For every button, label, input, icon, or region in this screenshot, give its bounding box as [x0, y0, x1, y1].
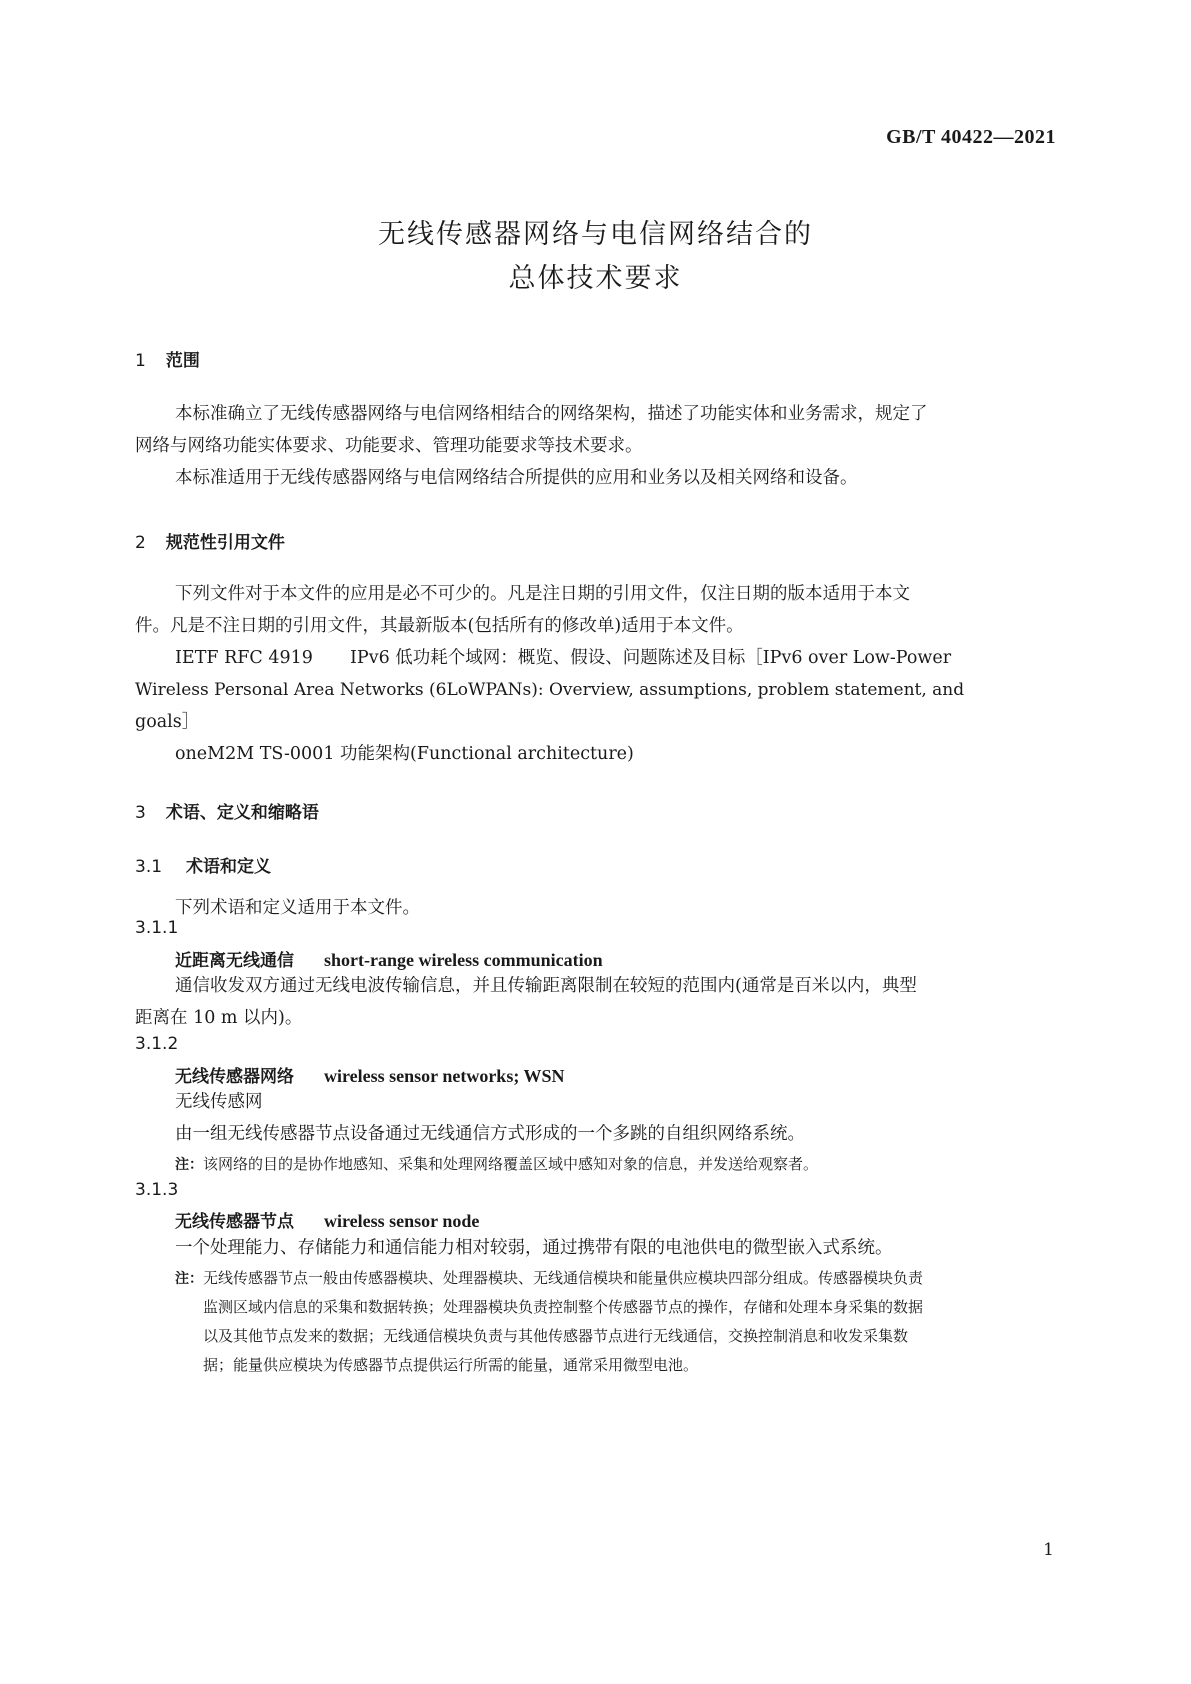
- t3-note-line2: 监测区域内信息的采集和数据转换；处理器模块负责控制整个传感器节点的操作，存储和处理本身采集的数据: [203, 1298, 924, 1316]
- section-number: 3.1: [135, 857, 163, 877]
- t1-definition-line2: 距离在 10 m 以内)。: [135, 1008, 303, 1028]
- document-title-line2: 总体技术要求: [508, 263, 683, 294]
- t3-note-line1: [175, 1264, 923, 1293]
- section-1-heading: [135, 346, 200, 371]
- term-heading: [175, 1207, 479, 1232]
- term-cn: 近距离无线通信: [175, 951, 294, 971]
- term-number: 3.1.1: [135, 918, 179, 938]
- s1-paragraph1-line1: 本标准确立了无线传感器网络与电信网络相结合的网络架构，描述了功能实体和业务需求，规定了: [175, 404, 928, 424]
- term-cn: 无线传感器网络: [175, 1067, 294, 1087]
- t2-definition: 由一组无线传感器节点设备通过无线通信方式形成的一个多跳的自组织网络系统。: [175, 1124, 805, 1144]
- term-en: wireless sensor networks; WSN: [324, 1066, 565, 1086]
- standard-code: GB/T 40422—2021: [886, 126, 1056, 148]
- section-title: 规范性引用文件: [165, 533, 285, 553]
- ref1-line2: Wireless Personal Area Networks (6LoWPANs): Overview, assumptions, problem statement, and: [135, 680, 965, 700]
- section-title: 范围: [165, 351, 200, 371]
- page-number: 1: [1043, 1540, 1054, 1560]
- term-heading: [175, 1062, 565, 1087]
- note-text: 无线传感器节点一般由传感器模块、处理器模块、无线通信模块和能量供应模块四部分组成。传感器模块负责: [203, 1269, 924, 1287]
- s2-paragraph1-line1: 下列文件对于本文件的应用是必不可少的。凡是注日期的引用文件，仅注日期的版本适用于本文: [175, 584, 910, 604]
- t2-note: [175, 1150, 818, 1179]
- ref1-line3: goals］: [135, 712, 200, 732]
- section-number: 2: [135, 533, 146, 553]
- ref2: oneM2M TS-0001 功能架构(Functional architecture): [175, 744, 634, 764]
- term-heading: [175, 946, 603, 971]
- ref1-code: IETF RFC 4919: [175, 648, 313, 668]
- section-title: 术语和定义: [186, 857, 272, 877]
- t1-definition-line1: 通信收发双方通过无线电波传输信息，并且传输距离限制在较短的范围内(通常是百米以内，典型: [175, 976, 917, 996]
- s1-paragraph1-line2: 网络与网络功能实体要求、功能要求、管理功能要求等技术要求。: [135, 436, 643, 456]
- note-text: 该网络的目的是协作地感知、采集和处理网络覆盖区域中感知对象的信息，并发送给观察者。: [203, 1155, 819, 1173]
- section-3-1-heading: [135, 852, 271, 877]
- note-label: 注：: [175, 1157, 203, 1173]
- section-number: 1: [135, 351, 146, 371]
- section-2-heading: [135, 528, 285, 553]
- term-cn: 无线传感器节点: [175, 1212, 294, 1232]
- term-number: 3.1.3: [135, 1180, 179, 1200]
- note-label: 注：: [175, 1271, 203, 1287]
- document-title-line1: 无线传感器网络与电信网络结合的: [378, 219, 813, 250]
- term-en: short-range wireless communication: [324, 950, 603, 970]
- t2-synonym: 无线传感网: [175, 1092, 263, 1112]
- section-number: 3: [135, 803, 146, 823]
- ref1-title: IPv6 低功耗个域网：概览、假设、问题陈述及目标［IPv6 over Low-Power: [350, 648, 952, 668]
- term-number: 3.1.2: [135, 1034, 179, 1054]
- t3-note-line3: 以及其他节点发来的数据；无线通信模块负责与其他传感器节点进行无线通信，交换控制消息和收发采集数: [203, 1327, 909, 1345]
- term-en: wireless sensor node: [324, 1211, 480, 1231]
- ref1-line1: [175, 642, 951, 674]
- t3-definition: 一个处理能力、存储能力和通信能力相对较弱，通过携带有限的电池供电的微型嵌入式系统。: [175, 1238, 893, 1258]
- t3-note-line4: 据；能量供应模块为传感器节点提供运行所需的能量，通常采用微型电池。: [203, 1356, 699, 1374]
- section-title: 术语、定义和缩略语: [165, 803, 319, 823]
- s1-paragraph2: 本标准适用于无线传感器网络与电信网络结合所提供的应用和业务以及相关网络和设备。: [175, 468, 858, 488]
- s2-paragraph1-line2: 件。凡是不注日期的引用文件，其最新版本(包括所有的修改单)适用于本文件。: [135, 616, 744, 636]
- section-3-heading: [135, 798, 319, 823]
- s31-intro: 下列术语和定义适用于本文件。: [175, 898, 420, 918]
